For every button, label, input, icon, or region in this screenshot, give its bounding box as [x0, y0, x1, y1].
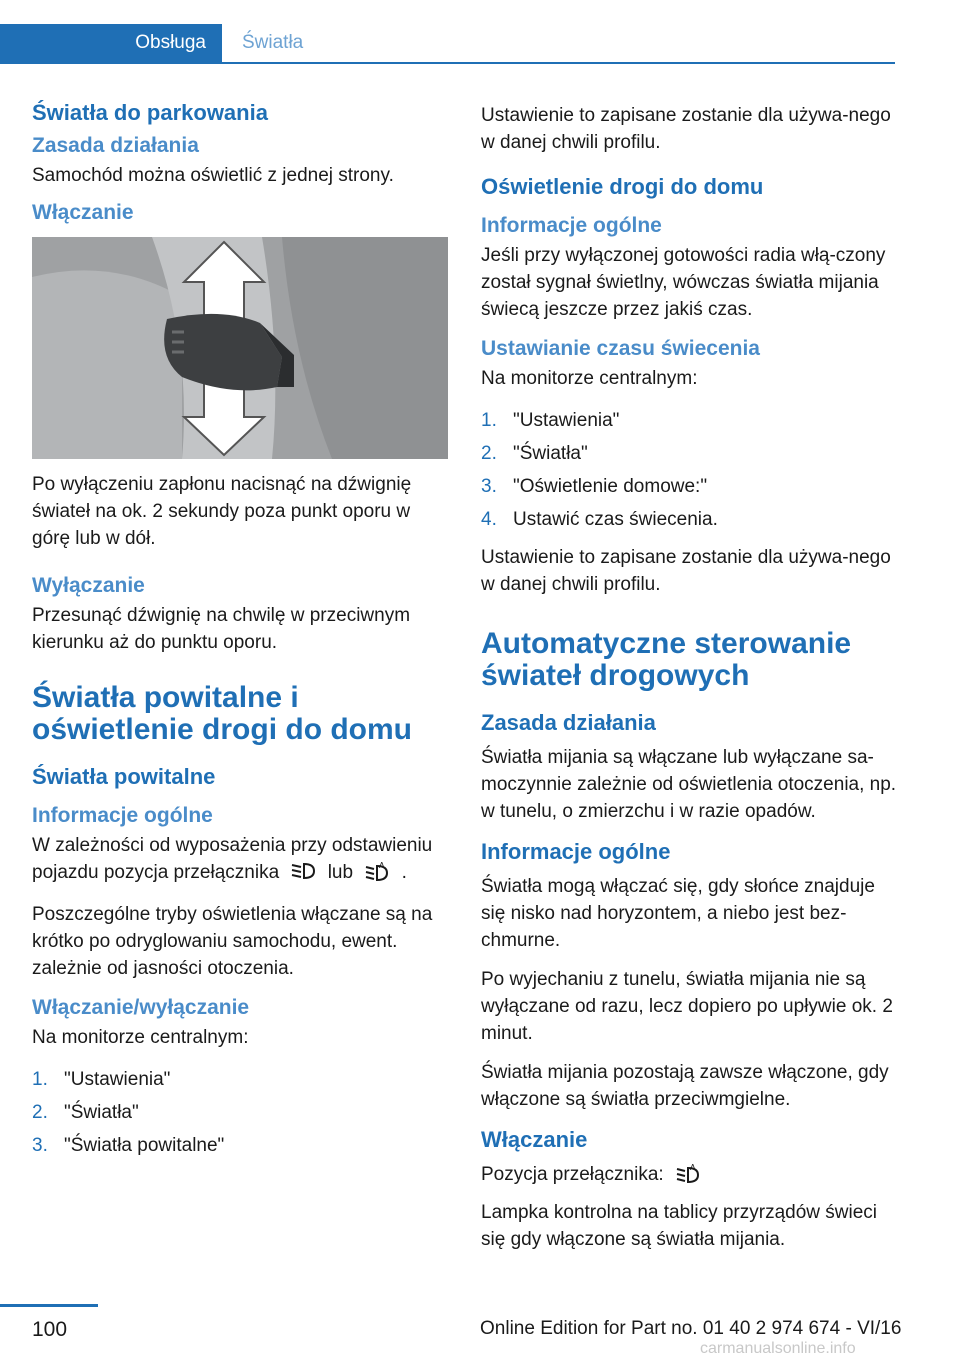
- list-item: [481, 503, 897, 536]
- paragraph: Po wyłączeniu zapłonu nacisnąć na dźwignię świateł na ok. 2 sekundy poza punkt oporu w górę lub w dół.: [32, 474, 412, 549]
- paragraph: Na monitorze centralnym:: [32, 1027, 249, 1048]
- list-num: 2.: [481, 443, 497, 464]
- list-text: "Światła": [64, 1102, 139, 1123]
- tab-obsluga[interactable]: Obsługa: [0, 24, 222, 62]
- heading-principle: Zasada działania: [481, 710, 656, 735]
- auto-headlight-icon: [675, 1163, 701, 1191]
- paragraph: Jeśli przy wyłączonej gotowości radia włą‐czony został sygnał świetlny, wówczas światła mijania świecą jeszcze przez jakiś czas.: [481, 245, 886, 320]
- list-num: 3.: [481, 476, 497, 497]
- list-item: [481, 404, 897, 437]
- list-text: "Światła powitalne": [64, 1135, 225, 1156]
- subheading-on-off: Włączanie/wyłączanie: [32, 996, 250, 1019]
- text: Pozycja przełącznika:: [481, 1164, 664, 1185]
- svg-text:A: A: [379, 861, 385, 870]
- paragraph: Przesunąć dźwignię na chwilę w przeciwnym kierunku aż do punktu oporu.: [32, 605, 411, 653]
- list-item: [32, 1129, 448, 1162]
- list-num: 1.: [32, 1069, 48, 1090]
- paragraph: Ustawienie to zapisane zostanie dla używa‐nego w danej chwili profilu.: [481, 547, 891, 595]
- header-tabs: [0, 24, 895, 64]
- paragraph-switch-position: [481, 1161, 897, 1191]
- lever-illustration-svg: [32, 237, 448, 459]
- paragraph: Światła mijania są włączane lub wyłączane sa‐moczynnie zależnie od oświetlenia otoczenia, np. w tunelu, o zmierzchu i w razie opadów.: [481, 747, 897, 822]
- list-num: 4.: [481, 509, 497, 530]
- edition-note: Online Edition for Part no. 01 40 2 974 674 - VI/16: [480, 1318, 902, 1339]
- text: lub: [327, 862, 354, 883]
- lever-illustration: [32, 237, 448, 459]
- paragraph: Po wyjechaniu z tunelu, światła mijania nie są wyłączane od razu, lecz dopiero po upływie ok. 2 minut.: [481, 969, 893, 1044]
- subheading-general-info: Informacje ogólne: [32, 804, 213, 827]
- list-text: "Ustawienia": [513, 410, 620, 431]
- list-text: "Światła": [513, 443, 588, 464]
- heading-welcome-lights: Światła powitalne: [32, 764, 216, 789]
- paragraph: Światła mijania pozostają zawsze włączone, gdy włączone są światła przeciwmgielne.: [481, 1062, 889, 1110]
- subheading-switch-on: Włączanie: [32, 201, 134, 224]
- left-column: [32, 100, 448, 1170]
- subheading-set-duration: Ustawianie czasu świecenia: [481, 337, 760, 360]
- watermark: carmanualsonline.info: [700, 1340, 856, 1357]
- list-item: [32, 1063, 448, 1096]
- lowbeam-icon: [290, 861, 316, 889]
- text: W zależności od wyposażenia przy odstawieniu pojazdu pozycja przełącznika: [32, 835, 433, 883]
- section-title-welcome-lights: Światła powitalne i oświetlenie drogi do domu: [32, 681, 413, 746]
- list-text: "Ustawienia": [64, 1069, 171, 1090]
- list-welcome-steps: [32, 1063, 448, 1162]
- heading-home-lighting: Oświetlenie drogi do domu: [481, 174, 764, 199]
- footer-rule: [0, 1304, 98, 1307]
- list-num: 3.: [32, 1135, 48, 1156]
- subheading-principle: Zasada działania: [32, 134, 199, 157]
- heading-general-info: Informacje ogólne: [481, 839, 671, 864]
- list-num: 2.: [32, 1102, 48, 1123]
- heading-switch-on: Włączanie: [481, 1127, 588, 1152]
- svg-text:A: A: [689, 1163, 696, 1172]
- paragraph: Na monitorze centralnym:: [481, 368, 698, 389]
- section-title-auto-headlights: Automatyczne sterowanie świateł drogowych: [481, 627, 852, 692]
- list-text: "Oświetlenie domowe:": [513, 476, 708, 497]
- right-column: [481, 100, 897, 1265]
- paragraph: Poszczególne tryby oświetlenia włączane są na krótko po odryglowaniu samochodu, ewent. zależnie od jasności otoczenia.: [32, 904, 433, 979]
- page-number: 100: [32, 1318, 68, 1341]
- list-item: [481, 437, 897, 470]
- paragraph: Ustawienie to zapisane zostanie dla używa‐nego w danej chwili profilu.: [481, 105, 891, 153]
- list-home-steps: [481, 404, 897, 536]
- list-num: 1.: [481, 410, 497, 431]
- list-text: Ustawić czas świecenia.: [513, 509, 718, 530]
- paragraph: Samochód można oświetlić z jednej strony.: [32, 165, 394, 186]
- paragraph-switch-position: [32, 832, 448, 889]
- tab-swiatla[interactable]: Światła: [242, 32, 304, 53]
- section-title-parking-lights: Światła do parkowania: [32, 100, 268, 125]
- auto-headlight-icon: [364, 861, 390, 889]
- paragraph: Lampka kontrolna na tablicy przyrządów świeci się gdy włączone są światła mijania.: [481, 1202, 878, 1250]
- list-item: [32, 1096, 448, 1129]
- text: .: [401, 862, 407, 883]
- paragraph: Światła mogą włączać się, gdy słońce znajduje się nisko nad horyzontem, a niebo jest bez‐chmurne.: [481, 876, 875, 951]
- subheading-switch-off: Wyłączanie: [32, 574, 145, 597]
- list-item: [481, 470, 897, 503]
- subheading-general-info: Informacje ogólne: [481, 214, 662, 237]
